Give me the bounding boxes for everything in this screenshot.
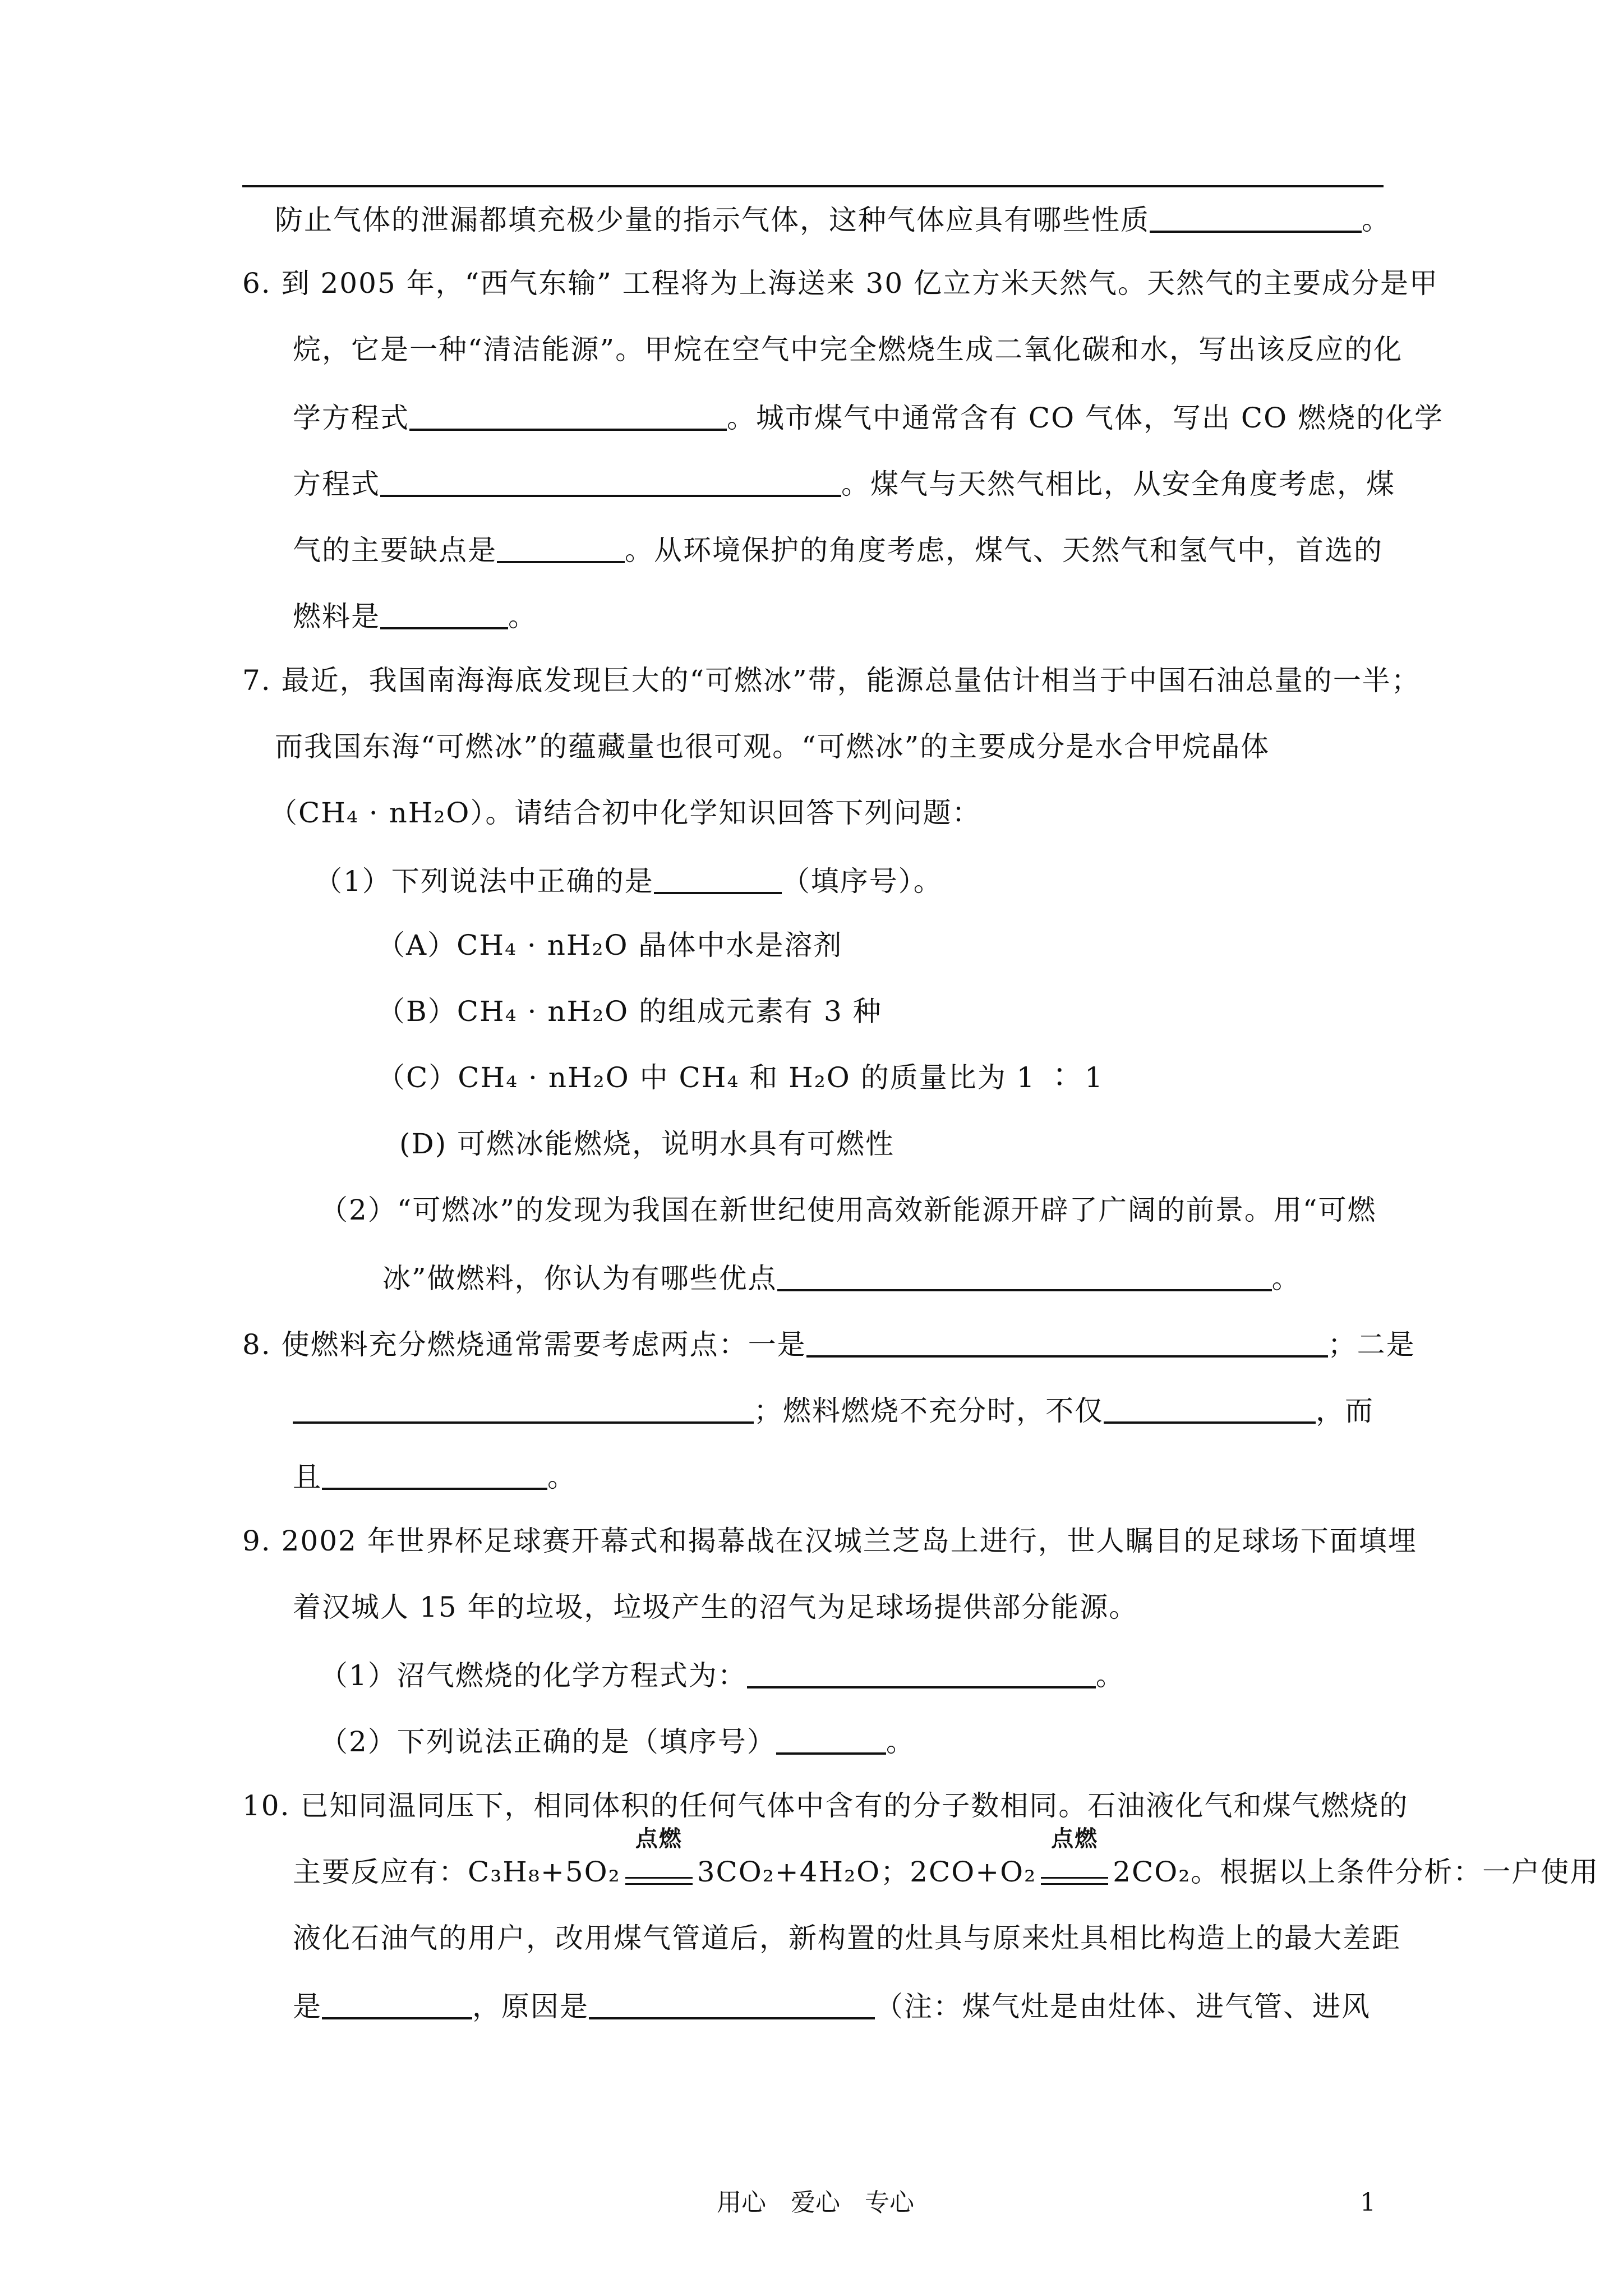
reaction-condition: 点燃 (635, 1825, 683, 1852)
q9-line-1: 9. 2002 年世界杯足球赛开幕式和揭幕战在汉城兰芝岛上进行，世人瞩目的足球场下面填埋 (242, 1525, 1417, 1557)
q10-text: ，原因是 (472, 1990, 589, 2023)
q10-text: 是 (293, 1990, 322, 2023)
q6-equation-blank-2[interactable] (380, 468, 841, 497)
reaction-arrow-1 (625, 1825, 693, 1885)
q9-sub-1 (320, 1659, 1125, 1690)
q5-text: 防止气体的泄漏都填充极少量的指示气体，这种气体应具有哪些性质 (275, 204, 1150, 236)
q8-answer-blank-2[interactable] (293, 1395, 754, 1424)
q8-answer-blank-4[interactable] (322, 1461, 547, 1490)
q6-drawback-blank[interactable] (497, 534, 625, 563)
q7-sub-1 (314, 865, 943, 898)
q9-text: 。 (886, 1726, 915, 1758)
q8-answer-blank-3[interactable] (1104, 1395, 1316, 1424)
q7-option-b: （B）CH₄ · nH₂O 的组成元素有 3 种 (377, 995, 882, 1028)
q8-line-2 (293, 1395, 1374, 1425)
q6-line-6 (293, 600, 537, 631)
q7-line-1: 7. 最近，我国南海海底发现巨大的“可燃冰”带，能源总量估计相当于中国石油总量的一半； (242, 664, 1421, 697)
q8-text: ；二是 (1327, 1328, 1415, 1361)
q6-text: 方程式 (293, 468, 380, 500)
q6-line-4 (293, 468, 1395, 498)
q7-answer-blank-2[interactable] (777, 1262, 1272, 1291)
q7-option-d: (D) 可燃冰能燃烧，说明水具有可燃性 (399, 1128, 895, 1160)
q6-line-2: 烷，它是一种“清洁能源”。甲烷在空气中完全燃烧生成二氧化碳和水，写出该反应的化 (293, 333, 1403, 366)
q10-answer-blank-1[interactable] (322, 1990, 472, 2019)
q5-answer-blank[interactable] (1150, 204, 1362, 233)
header-rule (242, 185, 1384, 187)
page-number: 1 (1360, 2188, 1376, 2217)
q10-equation-products: 3CO₂+4H₂O；2CO+O₂ (697, 1856, 1037, 1888)
q7-text: （1）下列说法中正确的是 (314, 865, 654, 898)
q6-text: 。从环境保护的角度考虑，煤气、天然气和氢气中，首选的 (625, 534, 1383, 567)
q7-sub-2: （2）“可燃冰”的发现为我国在新世纪使用高效新能源开辟了广阔的前景。用“可燃 (320, 1194, 1377, 1226)
q7-text: 冰”做燃料，你认为有哪些优点 (382, 1262, 777, 1295)
q9-text: （2）下列说法正确的是（填序号） (320, 1726, 776, 1758)
q10-equation-1-reactants: 主要反应有：C₃H₈+5O₂ (293, 1856, 621, 1888)
q6-text: 。 (508, 600, 537, 633)
q8-text: 8. 使燃料充分燃烧通常需要考虑两点：一是 (242, 1328, 806, 1361)
q7-line-2: 而我国东海“可燃冰”的蕴藏量也很可观。“可燃冰”的主要成分是水合甲烷晶体 (275, 730, 1270, 763)
q7-option-a: （A）CH₄ · nH₂O 晶体中水是溶剂 (377, 929, 843, 961)
q10-line-4 (293, 1990, 1371, 2021)
q8-text: ；燃料燃烧不充分时，不仅 (754, 1395, 1104, 1427)
q9-sub-2 (320, 1726, 915, 1756)
q6-text: 学方程式 (293, 402, 409, 434)
q10-line-2 (293, 1825, 1599, 1888)
q6-line-1: 6. 到 2005 年，“西气东输” 工程将为上海送来 30 亿立方米天然气。天然气的主要成分是甲 (242, 267, 1439, 300)
reaction-arrow-2 (1041, 1825, 1108, 1885)
q9-equation-blank[interactable] (747, 1659, 1096, 1688)
q8-text: 。 (547, 1461, 577, 1493)
q7-text: （填序号）。 (781, 865, 943, 898)
q5-continuation (275, 204, 1391, 234)
q7-text: 。 (1271, 1262, 1301, 1295)
reaction-condition: 点燃 (1051, 1825, 1099, 1852)
q6-equation-blank-1[interactable] (409, 402, 727, 431)
q10-text: 2CO₂。根据以上条件分析：一户使用 (1113, 1856, 1599, 1888)
q10-answer-blank-2[interactable] (589, 1990, 875, 2019)
q10-line-3: 液化石油气的用户，改用煤气管道后，新构置的灶具与原来灶具相比构造上的最大差距 (293, 1922, 1401, 1954)
q8-text: 且 (293, 1461, 322, 1493)
q6-line-3 (293, 402, 1444, 432)
q7-answer-blank-1[interactable] (654, 865, 782, 894)
q6-text: 。煤气与天然气相比，从安全角度考虑，煤 (841, 468, 1395, 500)
q8-answer-blank-1[interactable] (806, 1328, 1328, 1358)
footer-motto: 用心 爱心 专心 (717, 2188, 914, 2217)
q9-line-2: 着汉城人 15 年的垃圾，垃圾产生的沼气为足球场提供部分能源。 (293, 1591, 1138, 1623)
q6-line-5 (293, 534, 1383, 567)
q7-option-c: （C）CH₄ · nH₂O 中 CH₄ 和 H₂O 的质量比为 1 ∶ 1 (377, 1061, 1104, 1094)
q8-text: ，而 (1316, 1395, 1374, 1427)
q8-line-1 (242, 1328, 1415, 1359)
q6-fuel-blank[interactable] (380, 600, 508, 629)
q10-text: （注：煤气灶是由灶体、进气管、进风 (875, 1990, 1371, 2023)
q8-line-3 (293, 1461, 577, 1491)
q10-line-1: 10. 已知同温同压下，相同体积的任何气体中含有的分子数相同。石油液化气和煤气燃烧的 (242, 1789, 1409, 1822)
q9-answer-blank[interactable] (776, 1726, 886, 1755)
q6-text: 。城市煤气中通常含有 CO 气体，写出 CO 燃烧的化学 (727, 402, 1444, 434)
q9-text: 。 (1095, 1659, 1125, 1692)
q6-text: 气的主要缺点是 (293, 534, 497, 567)
q5-end: 。 (1362, 204, 1391, 236)
q7-line-3: （CH₄ · nH₂O）。请结合初中化学知识回答下列问题： (269, 797, 981, 829)
q6-text: 燃料是 (293, 600, 380, 633)
q7-sub-2-cont (382, 1262, 1301, 1295)
q9-text: （1）沼气燃烧的化学方程式为： (320, 1659, 747, 1692)
